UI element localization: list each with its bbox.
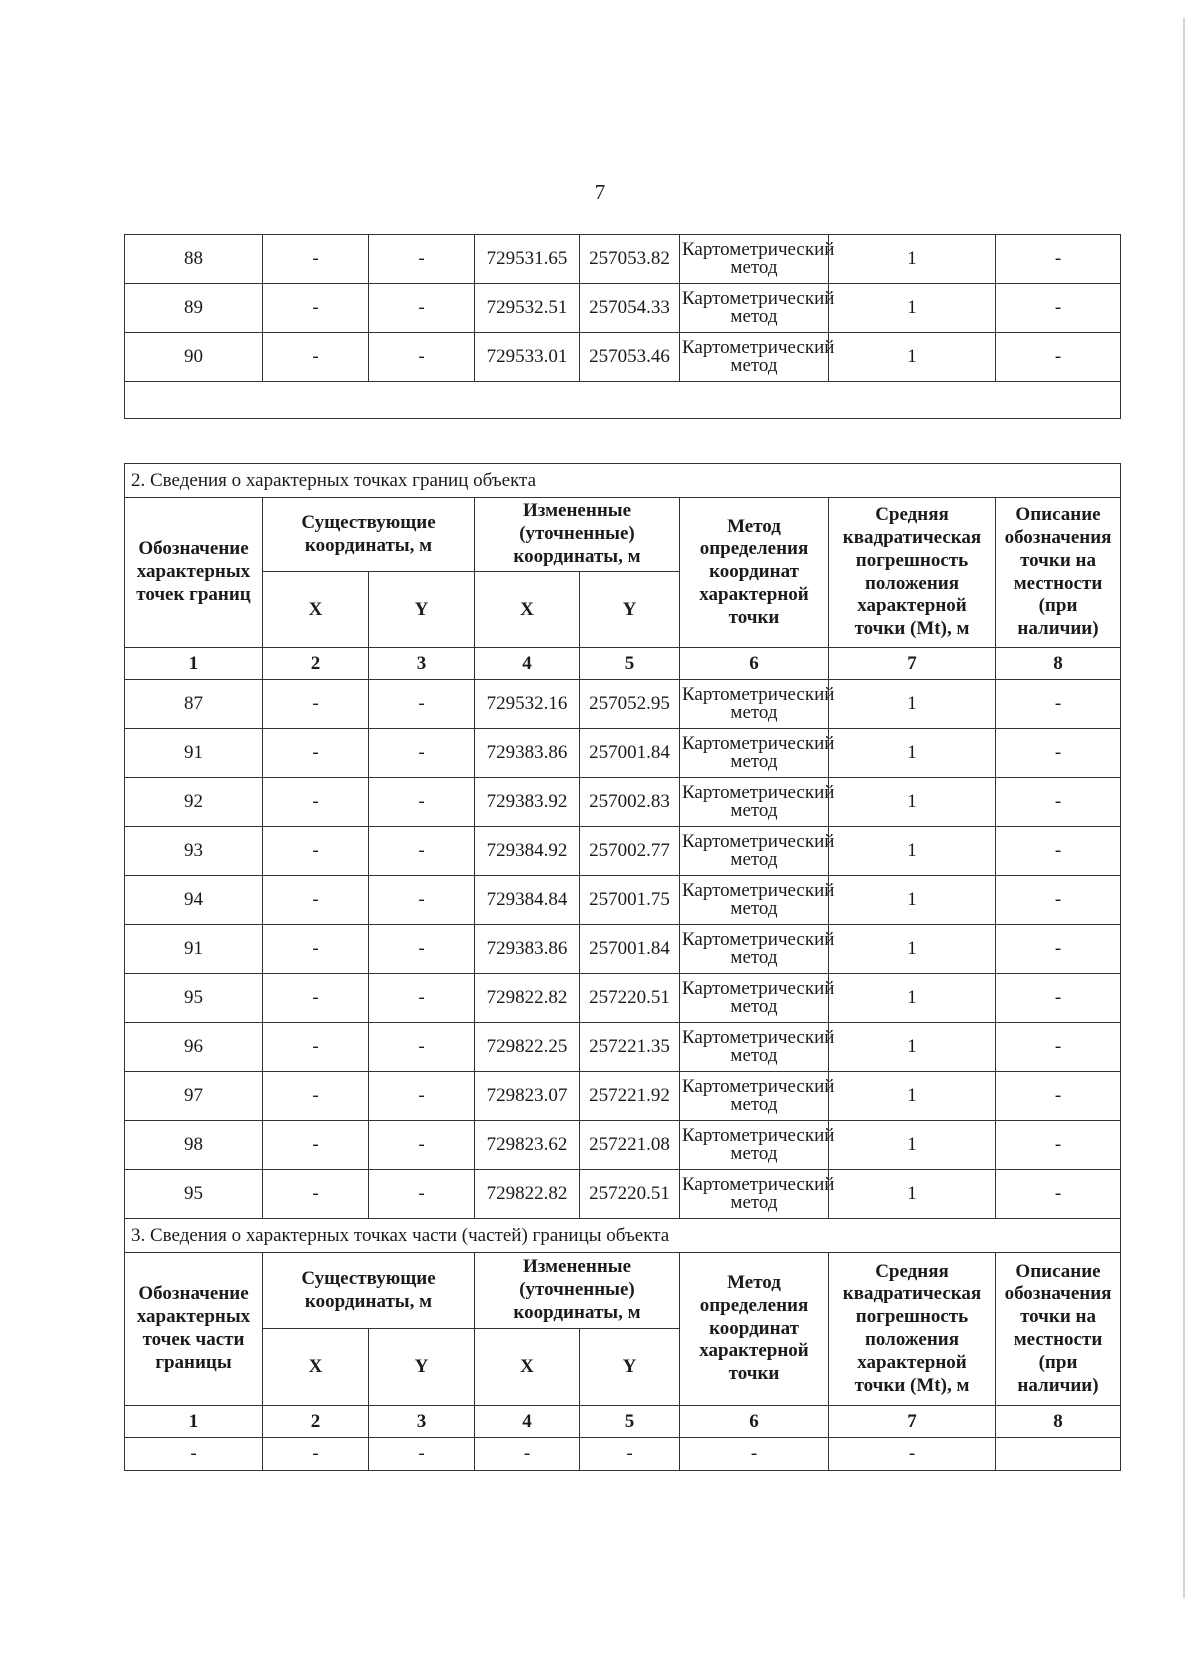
- header-changed-coords: Измененные (уточненные) координаты, м: [475, 498, 680, 572]
- cell-changed-x: -: [475, 1438, 580, 1471]
- cell-changed-y: 257001.84: [580, 729, 680, 778]
- empty-cell: [125, 382, 1121, 419]
- cell-changed-x: 729531.65: [475, 235, 580, 284]
- cell-changed-y: 257002.83: [580, 778, 680, 827]
- column-number: 1: [125, 1406, 263, 1438]
- cell-changed-y: 257220.51: [580, 1170, 680, 1219]
- cell-existing-y: -: [369, 827, 475, 876]
- column-number-row: [125, 648, 1121, 680]
- cell-description: -: [996, 729, 1121, 778]
- cell-description: -: [996, 876, 1121, 925]
- cell-description: -: [996, 1023, 1121, 1072]
- cell-method: Картометрический метод: [680, 974, 829, 1023]
- cell-point-id: 88: [125, 235, 263, 284]
- cell-point-id: 95: [125, 1170, 263, 1219]
- table-row: [125, 827, 1121, 876]
- cell-description: [996, 1438, 1121, 1471]
- cell-changed-y: 257053.82: [580, 235, 680, 284]
- cell-changed-x: 729822.25: [475, 1023, 580, 1072]
- cell-error-mt: 1: [829, 284, 996, 333]
- cell-method: Картометрический метод: [680, 1121, 829, 1170]
- continuation-table-body: [125, 235, 1121, 419]
- cell-error-mt: 1: [829, 235, 996, 284]
- cell-method: -: [680, 1438, 829, 1471]
- cell-description: -: [996, 925, 1121, 974]
- cell-method: Картометрический метод: [680, 827, 829, 876]
- header-method: Метод определения координат характерной точки: [680, 498, 829, 648]
- section-3-rows: [125, 1438, 1121, 1471]
- column-number: 8: [996, 1406, 1121, 1438]
- table-row: [125, 1121, 1121, 1170]
- cell-method: Картометрический метод: [680, 1170, 829, 1219]
- cell-existing-x: -: [263, 925, 369, 974]
- cell-method: Картометрический метод: [680, 729, 829, 778]
- cell-method: Картометрический метод: [680, 1072, 829, 1121]
- table-row: [125, 876, 1121, 925]
- cell-existing-y: -: [369, 925, 475, 974]
- header-existing-y: Y: [369, 1329, 475, 1406]
- page-edge-line: [1183, 18, 1185, 1598]
- table-row: [125, 235, 1121, 284]
- header-changed-y: Y: [580, 1329, 680, 1406]
- column-number: 6: [680, 648, 829, 680]
- cell-existing-x: -: [263, 876, 369, 925]
- section-2-title: 2. Сведения о характерных точках границ объекта: [125, 464, 1121, 498]
- cell-method: Картометрический метод: [680, 925, 829, 974]
- cell-existing-y: -: [369, 1121, 475, 1170]
- cell-point-id: 98: [125, 1121, 263, 1170]
- cell-changed-x: 729823.07: [475, 1072, 580, 1121]
- cell-description: -: [996, 778, 1121, 827]
- cell-description: -: [996, 827, 1121, 876]
- cell-existing-x: -: [263, 235, 369, 284]
- cell-existing-x: -: [263, 1072, 369, 1121]
- column-number: 5: [580, 648, 680, 680]
- table-row: [125, 1072, 1121, 1121]
- cell-changed-y: 257220.51: [580, 974, 680, 1023]
- cell-changed-x: 729532.51: [475, 284, 580, 333]
- cell-method: Картометрический метод: [680, 876, 829, 925]
- cell-description: -: [996, 680, 1121, 729]
- cell-existing-x: -: [263, 974, 369, 1023]
- cell-error-mt: 1: [829, 827, 996, 876]
- table-row: [125, 284, 1121, 333]
- page-number: 7: [594, 180, 606, 204]
- cell-method: Картометрический метод: [680, 778, 829, 827]
- header-method: Метод определения координат характерной точки: [680, 1253, 829, 1406]
- table-row: [125, 1023, 1121, 1072]
- cell-existing-x: -: [263, 1170, 369, 1219]
- cell-point-id: 89: [125, 284, 263, 333]
- column-number: 7: [829, 648, 996, 680]
- empty-row: [125, 382, 1121, 419]
- header-existing-x: X: [263, 1329, 369, 1406]
- cell-point-id: 96: [125, 1023, 263, 1072]
- header-changed-x: X: [475, 572, 580, 648]
- header-error: Средняя квадратическая погрешность положения характерной точки (Mt), м: [829, 498, 996, 648]
- section-3-title: 3. Сведения о характерных точках части (частей) границы объекта: [125, 1219, 1121, 1253]
- column-number: 2: [263, 648, 369, 680]
- cell-changed-y: 257221.35: [580, 1023, 680, 1072]
- cell-point-id: 87: [125, 680, 263, 729]
- cell-error-mt: 1: [829, 974, 996, 1023]
- cell-point-id: 95: [125, 974, 263, 1023]
- cell-existing-x: -: [263, 778, 369, 827]
- header-description: Описание обозначения точки на местности (при наличии): [996, 1253, 1121, 1406]
- header-designation: Обозначение характерных точек границ: [125, 498, 263, 648]
- header-changed-x: X: [475, 1329, 580, 1406]
- cell-changed-x: 729384.92: [475, 827, 580, 876]
- cell-point-id: -: [125, 1438, 263, 1471]
- cell-point-id: 92: [125, 778, 263, 827]
- cell-description: -: [996, 284, 1121, 333]
- cell-error-mt: 1: [829, 876, 996, 925]
- cell-existing-y: -: [369, 1072, 475, 1121]
- column-number: 3: [369, 1406, 475, 1438]
- column-number: 4: [475, 648, 580, 680]
- column-number: 2: [263, 1406, 369, 1438]
- table-row: [125, 729, 1121, 778]
- cell-existing-y: -: [369, 1438, 475, 1471]
- table-row: [125, 778, 1121, 827]
- header-existing-coords: Существующие координаты, м: [263, 1253, 475, 1329]
- cell-changed-y: 257054.33: [580, 284, 680, 333]
- cell-existing-y: -: [369, 1170, 475, 1219]
- cell-method: Картометрический метод: [680, 680, 829, 729]
- cell-existing-y: -: [369, 1023, 475, 1072]
- cell-error-mt: 1: [829, 778, 996, 827]
- cell-point-id: 91: [125, 925, 263, 974]
- table-row: [125, 333, 1121, 382]
- cell-method: Картометрический метод: [680, 1023, 829, 1072]
- header-existing-x: X: [263, 572, 369, 648]
- cell-existing-y: -: [369, 284, 475, 333]
- section-3-block: [125, 1219, 1121, 1438]
- cell-changed-y: 257052.95: [580, 680, 680, 729]
- column-number: 7: [829, 1406, 996, 1438]
- cell-changed-y: 257001.84: [580, 925, 680, 974]
- cell-existing-x: -: [263, 284, 369, 333]
- cell-changed-y: -: [580, 1438, 680, 1471]
- cell-changed-x: 729533.01: [475, 333, 580, 382]
- cell-error-mt: 1: [829, 1170, 996, 1219]
- continuation-table: [124, 234, 1121, 419]
- cell-error-mt: 1: [829, 1121, 996, 1170]
- cell-existing-y: -: [369, 729, 475, 778]
- cell-method: Картометрический метод: [680, 333, 829, 382]
- header-error: Средняя квадратическая погрешность положения характерной точки (Mt), м: [829, 1253, 996, 1406]
- column-number: 8: [996, 648, 1121, 680]
- cell-description: -: [996, 333, 1121, 382]
- header-designation: Обозначение характерных точек части границы: [125, 1253, 263, 1406]
- cell-existing-x: -: [263, 333, 369, 382]
- cell-existing-y: -: [369, 333, 475, 382]
- cell-changed-x: 729383.92: [475, 778, 580, 827]
- cell-changed-y: 257001.75: [580, 876, 680, 925]
- column-number: 6: [680, 1406, 829, 1438]
- cell-changed-y: 257002.77: [580, 827, 680, 876]
- header-description: Описание обозначения точки на местности (при наличии): [996, 498, 1121, 648]
- section-2-rows: [125, 680, 1121, 1219]
- boundary-points-table-body: [125, 464, 1121, 680]
- cell-existing-y: -: [369, 778, 475, 827]
- cell-changed-x: 729822.82: [475, 974, 580, 1023]
- cell-method: Картометрический метод: [680, 235, 829, 284]
- cell-changed-x: 729383.86: [475, 729, 580, 778]
- cell-existing-y: -: [369, 235, 475, 284]
- cell-changed-y: 257221.92: [580, 1072, 680, 1121]
- table-row: [125, 925, 1121, 974]
- cell-existing-x: -: [263, 729, 369, 778]
- cell-existing-x: -: [263, 1438, 369, 1471]
- cell-method: Картометрический метод: [680, 284, 829, 333]
- cell-changed-x: 729822.82: [475, 1170, 580, 1219]
- cell-existing-x: -: [263, 1023, 369, 1072]
- table-row: [125, 1438, 1121, 1471]
- column-number: 5: [580, 1406, 680, 1438]
- cell-error-mt: 1: [829, 925, 996, 974]
- cell-existing-y: -: [369, 680, 475, 729]
- cell-description: -: [996, 1072, 1121, 1121]
- cell-description: -: [996, 235, 1121, 284]
- cell-changed-x: 729823.62: [475, 1121, 580, 1170]
- column-number: 3: [369, 648, 475, 680]
- cell-changed-y: 257053.46: [580, 333, 680, 382]
- header-existing-y: Y: [369, 572, 475, 648]
- header-existing-coords: Существующие координаты, м: [263, 498, 475, 572]
- cell-existing-x: -: [263, 827, 369, 876]
- table-row: [125, 974, 1121, 1023]
- cell-error-mt: 1: [829, 680, 996, 729]
- table-row: [125, 680, 1121, 729]
- column-number: 1: [125, 648, 263, 680]
- cell-error-mt: 1: [829, 729, 996, 778]
- column-number: 4: [475, 1406, 580, 1438]
- cell-existing-y: -: [369, 876, 475, 925]
- cell-error-mt: 1: [829, 1072, 996, 1121]
- cell-existing-x: -: [263, 680, 369, 729]
- cell-point-id: 94: [125, 876, 263, 925]
- header-changed-y: Y: [580, 572, 680, 648]
- cell-point-id: 97: [125, 1072, 263, 1121]
- column-number-row: [125, 1406, 1121, 1438]
- cell-changed-x: 729384.84: [475, 876, 580, 925]
- cell-changed-y: 257221.08: [580, 1121, 680, 1170]
- cell-description: -: [996, 1170, 1121, 1219]
- cell-description: -: [996, 974, 1121, 1023]
- cell-description: -: [996, 1121, 1121, 1170]
- cell-point-id: 91: [125, 729, 263, 778]
- cell-existing-x: -: [263, 1121, 369, 1170]
- cell-changed-x: 729532.16: [475, 680, 580, 729]
- cell-error-mt: -: [829, 1438, 996, 1471]
- cell-error-mt: 1: [829, 1023, 996, 1072]
- table-row: [125, 1170, 1121, 1219]
- header-changed-coords: Измененные (уточненные) координаты, м: [475, 1253, 680, 1329]
- cell-point-id: 90: [125, 333, 263, 382]
- boundary-points-table: [124, 463, 1121, 1471]
- cell-point-id: 93: [125, 827, 263, 876]
- cell-error-mt: 1: [829, 333, 996, 382]
- cell-existing-y: -: [369, 974, 475, 1023]
- cell-changed-x: 729383.86: [475, 925, 580, 974]
